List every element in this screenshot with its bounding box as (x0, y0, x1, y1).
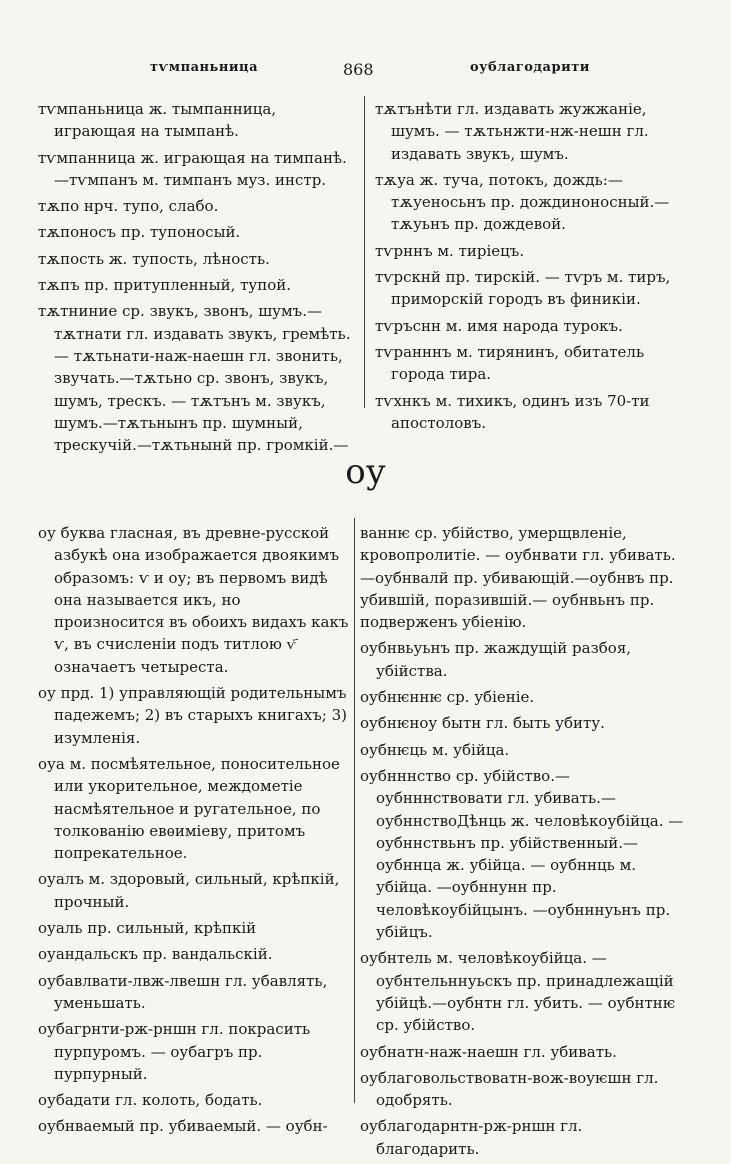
column-divider (354, 518, 355, 1103)
dictionary-entry: оубнтель м. человѣкоубійца. — оубнтельннуьскъ пр. принадлежащій убійцѣ.—оубнтн гл. убить. — оубнтнѥ ср. убійство. (360, 949, 676, 1035)
dictionary-entry: тѫпость ж. тупость, лѣность. (38, 249, 270, 268)
right-running-headword: оублагодарити (470, 60, 590, 75)
dictionary-entry: оублаговольствоватн-вож-воуѥшн гл. одобрять. (360, 1068, 659, 1110)
dictionary-entry: оубнвьуьнъ пр. жаждущій разбоя, убійства. (360, 639, 632, 680)
dictionary-entry: оубнннство ср. убійство.—оубнннствовати гл. убивать.—оубннствоДѣнць ж. человѣкоубійца. — оубннствьнъ пр. убійственный.—оубннца ж. убійца. — оубннць м. убійца. —оубннунн пр. человѣкоубійцынъ. —оубнннуьнъ пр. убійцъ. (360, 766, 684, 942)
dictionary-entry: тѵхнкъ м. тихикъ, одинъ изъ 70-ти апостоловъ. (375, 391, 650, 432)
column-divider (364, 96, 365, 408)
dictionary-entry: оубнваемый пр. убиваемый. — оубн- (38, 1117, 328, 1136)
dictionary-entry: тѵрскнй пр. тирскій. — тѵръ м. тиръ, приморскій городъ въ финикіи. (375, 268, 671, 309)
top-right-column (375, 98, 693, 438)
dictionary-entry: оубадати гл. колоть, бодать. (38, 1091, 263, 1110)
left-running-headword: тѵмпаньница (150, 60, 259, 75)
top-left-column (38, 98, 354, 460)
dictionary-entry: оубнатн-наж-наешн гл. убивать. (360, 1042, 617, 1061)
dictionary-entry: оуаль пр. сильный, крѣпкій (38, 919, 257, 938)
dictionary-entry: тѫуа ж. туча, потокъ, дождь:—тѫуеносьнъ пр. дождиноносный.—тѫуьнъ пр. дождевой. (375, 170, 670, 234)
dictionary-entry: ваннѥ ср. убійство, умерщвленіе, кровопролитіе. — оубнвати гл. убивать.—оубнвалй пр. убивающій.—оубнвъ пр. убившій, поразившій.— оубнвьнъ пр. подверженъ убіенію. (360, 524, 676, 632)
dictionary-entry: оублагодарнтн-рж-рншн гл. благодарить. (360, 1117, 583, 1158)
dictionary-entry: оуандальскъ пр. вандальскій. (38, 945, 273, 964)
section-letter-heading: оу (345, 452, 386, 492)
dictionary-entry: тѫпоносъ пр. тупоносый. (38, 223, 241, 242)
page-header (30, 60, 701, 84)
dictionary-entry: тѫтниние ср. звукъ, звонъ, шумъ.— тѫтнати гл. издавать звукъ, гремѣть. — тѫтьнати-наж-наешн гл. звонить, звучать.—тѫтьно ср. звонъ, звукъ, шумъ, трескъ. — тѫтънъ м. звукъ, шумъ.—тѫтьнынъ пр. шумный, трескучій.—тѫтьнынй пр. громкій.— (38, 302, 351, 455)
dictionary-entry: оубнѥць м. убійца. (360, 740, 510, 759)
dictionary-entry: оубавлвати-лвж-лвешн гл. убавлять, уменьшать. (38, 971, 328, 1012)
dictionary-entry: оубнѥноу бытн гл. быть убиту. (360, 714, 605, 733)
page-number: 868 (343, 60, 374, 79)
bottom-left-column (38, 522, 354, 1142)
dictionary-entry: оубагрнти-рж-рншн гл. покрасить пурпуромъ. — оубагръ пр. пурпурный. (38, 1020, 311, 1083)
dictionary-entry: оу буква гласная, въ древне-русской азбукѣ она изображается двоякимъ образомъ: ѵ и оу; въ первомъ видѣ она называется икъ, но произносится въ обоихъ видахъ какъ ѵ, въ счисленіи подъ титлою ѵ҃ означаетъ четыреста. (38, 524, 349, 676)
bottom-right-column (360, 522, 688, 1164)
dictionary-entry: оубнѥннѥ ср. убіеніе. (360, 688, 535, 707)
dictionary-entry: оу прд. 1) управляющій родительнымъ падежемъ; 2) въ старыхъ книгахъ; 3) изумленія. (38, 684, 348, 747)
dictionary-entry: оуалъ м. здоровый, сильный, крѣпкій, прочный. (38, 870, 340, 911)
dictionary-entry: тѫпо нрч. тупо, слабо. (38, 197, 219, 216)
dictionary-entry: тѫпъ пр. притупленный, тупой. (38, 276, 292, 295)
dictionary-entry: тѵръснн м. имя народа турокъ. (375, 316, 623, 335)
dictionary-entry: тѵмпаньница ж. тымпанница, играющая на тымпанѣ. (38, 100, 277, 141)
dictionary-entry: оуа м. посмѣятельное, поносительное или укорительное, междометіе насмѣятельное и ругательное, по толкованію евѳиміеву, притомъ попрекательное. (38, 754, 340, 863)
dictionary-entry: тѵрннъ м. тиріецъ. (375, 241, 525, 260)
dictionary-entry: тѵмпанница ж. играющая на тимпанѣ. —тѵмпанъ м. тимпанъ муз. инстр. (38, 148, 347, 189)
dictionary-entry: тѵранннъ м. тирянинъ, обитатель города тира. (375, 342, 645, 384)
dictionary-entry: тѫтънѣти гл. издавать жужжаніе, шумъ. — тѫтьнжти-нж-нешн гл. издавать звукъ, шумъ. (375, 100, 649, 163)
